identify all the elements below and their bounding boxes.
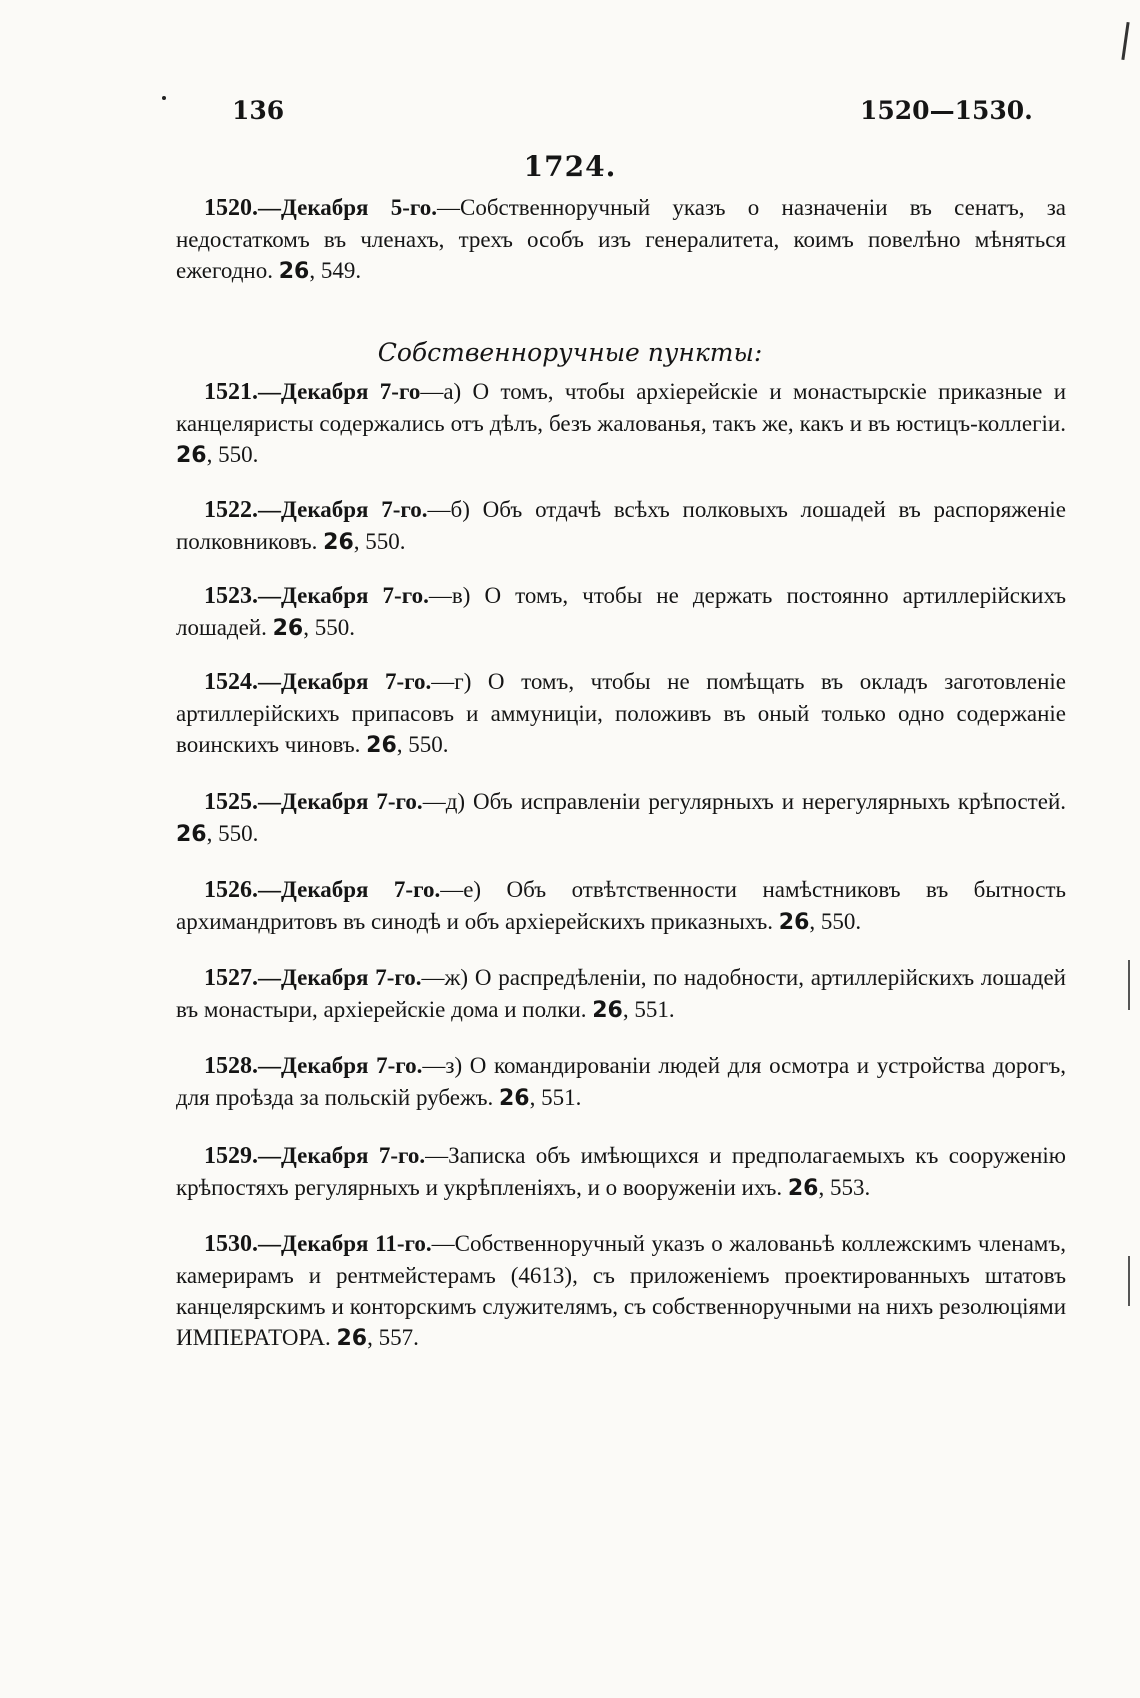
entry-page: , 557. — [367, 1325, 419, 1350]
page-header — [0, 96, 1140, 136]
entry-text: —д) Объ исправленіи регулярныхъ и нерегулярныхъ крѣпостей. — [422, 789, 1067, 814]
entry-text: —г) О томъ, чтобы не помѣщать въ окладъ заготовленіе артиллерійскихъ припасовъ и аммуниціи, положивъ въ оный только одно содержаніе воинскихъ чиновъ. — [176, 669, 1066, 757]
entry-number: 1520. — [204, 195, 258, 221]
entry-page: , 550. — [303, 615, 355, 640]
entry-text: —Записка объ имѣющихся и предполагаемыхъ къ сооруженію крѣпостяхъ регулярныхъ и укрѣпленіяхъ, и о вооруженіи ихъ. — [176, 1143, 1066, 1200]
entry — [176, 666, 1066, 761]
entry-date: —Декабря 7-го. — [258, 497, 428, 522]
entry-page: , 550. — [809, 909, 862, 934]
entry-page: , 550. — [396, 732, 449, 757]
entry-volume: 26 — [778, 910, 810, 935]
entry-number: 1527. — [204, 965, 258, 991]
entry — [176, 1228, 1066, 1354]
entry-page: , 549. — [309, 258, 362, 283]
entry — [176, 1140, 1066, 1204]
entry-text: —Собственноручный указъ о жалованьѣ коллежскимъ членамъ, камерирамъ и рентмейстерамъ (4613), съ приложеніемъ проектированныхъ штатовъ канцелярскимъ и конторскимъ служителямъ, съ собственноручными на нихъ резолюціями ИМПЕРАТОРА. — [176, 1231, 1066, 1350]
entry-volume: 26 — [592, 998, 623, 1023]
year-heading: 1724. — [523, 150, 617, 183]
entry-volume: 26 — [176, 822, 207, 847]
entry-volume: 26 — [787, 1176, 819, 1201]
entry-page: , 553. — [818, 1175, 871, 1200]
scan-mark — [1121, 22, 1129, 60]
entry — [176, 786, 1066, 850]
entry-number: 1528. — [204, 1053, 258, 1079]
entry-date: —Декабря 7-го. — [258, 789, 423, 814]
entry-page: , 551. — [529, 1085, 582, 1110]
entry-date: —Декабря 7-го. — [258, 965, 422, 990]
entry — [176, 874, 1066, 938]
entry-volume: 26 — [498, 1086, 530, 1111]
entry-number: 1524. — [204, 669, 258, 695]
entry-text: —е) Объ отвѣтственности намѣстниковъ въ бытность архимандритовъ въ синодѣ и объ архіерейскихъ приказныхъ. — [176, 877, 1067, 934]
entry-text: —з) О командированіи людей для осмотра и устройства дорогъ, для проѣзда за польскій рубежъ. — [176, 1053, 1066, 1110]
entry-volume: 26 — [176, 443, 207, 468]
entry-date: —Декабря 7-го. — [258, 583, 429, 608]
entry — [176, 192, 1066, 287]
entry-number: 1530. — [204, 1231, 258, 1257]
entry-volume: 26 — [366, 733, 397, 758]
entry-number: 1523. — [204, 583, 258, 609]
entry-volume: 26 — [336, 1326, 368, 1351]
entry — [176, 494, 1066, 558]
entry-date: —Декабря 7-го. — [258, 877, 441, 902]
scan-line — [1128, 1256, 1130, 1306]
entry-volume: 26 — [278, 259, 310, 284]
entry-date: —Декабря 5-го. — [258, 195, 437, 220]
entry — [176, 962, 1066, 1026]
entry-range: 1520—1530. — [860, 96, 1033, 125]
entry-number: 1529. — [204, 1143, 258, 1169]
entry-page: , 550. — [206, 442, 259, 467]
entry-date: —Декабря 7-го — [258, 379, 421, 404]
entry-number: 1522. — [204, 497, 258, 523]
entry-page: , 550. — [206, 821, 259, 846]
entry-page: , 550. — [353, 529, 406, 554]
entry-date: —Декабря 7-го. — [258, 1053, 423, 1078]
page-number: 136 — [232, 96, 285, 125]
entry-number: 1521. — [204, 379, 258, 405]
entry-number: 1526. — [204, 877, 258, 903]
scan-line — [1128, 960, 1130, 1010]
entry-text: —ж) О распредѣленіи, по надобности, артиллерійскихъ лошадей въ монастыри, архіерейскіе дома и полки. — [176, 965, 1066, 1022]
entry-text: —в) О томъ, чтобы не держать постоянно артиллерійскихъ лошадей. — [176, 583, 1066, 640]
entry-date: —Декабря 7-го. — [258, 669, 432, 694]
entry-text: —а) О томъ, чтобы архіерейскіе и монастырскіе приказные и канцеляристы содержались отъ дѣлъ, безъ жалованья, такъ же, какъ и въ юстицъ-коллегіи. — [176, 379, 1067, 436]
entry-volume: 26 — [323, 530, 354, 555]
entry-volume: 26 — [272, 616, 304, 641]
section-subheading: Собственноручные пункты: — [377, 338, 763, 367]
scan-speck — [162, 96, 166, 100]
entry — [176, 376, 1066, 471]
entry-text: —Собственноручный указъ о назначеніи въ сенатъ, за недостаткомъ въ членахъ, трехъ особъ изъ генералитета, коимъ повелѣно мѣняться ежегодно. — [176, 195, 1067, 283]
entry-text: —б) Объ отдачѣ всѣхъ полковыхъ лошадей въ распоряженіе полковниковъ. — [176, 497, 1067, 554]
entry-date: —Декабря 7-го. — [258, 1143, 426, 1168]
entry-number: 1525. — [204, 789, 258, 815]
entry — [176, 1050, 1066, 1114]
entry-page: , 551. — [622, 997, 675, 1022]
entry — [176, 580, 1066, 644]
entry-date: —Декабря 11-го. — [258, 1231, 432, 1256]
